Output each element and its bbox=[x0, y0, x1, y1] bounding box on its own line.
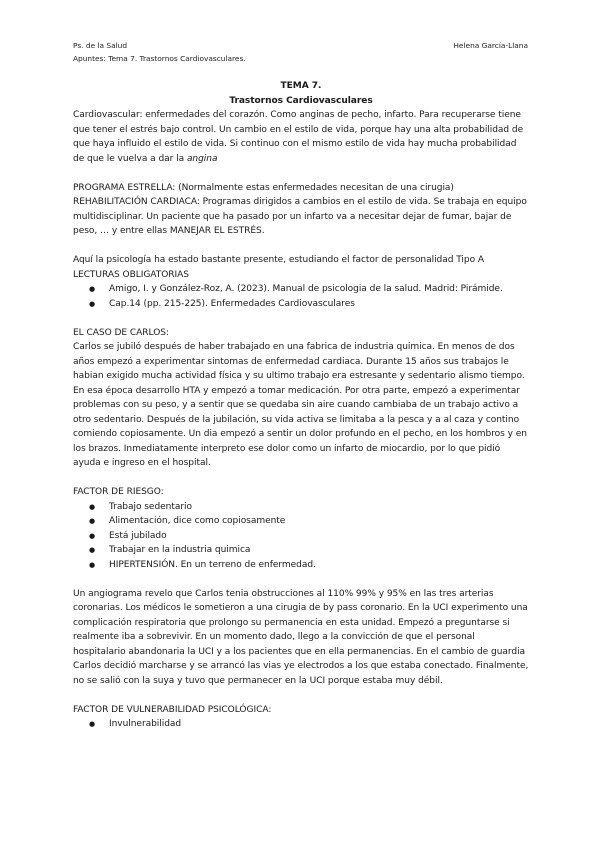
title-line-1: TEMA 7. bbox=[280, 81, 322, 91]
document-body bbox=[73, 79, 529, 732]
title-line-2: Trastornos Cardiovasculares bbox=[229, 95, 373, 106]
list-item: ● Invulnerabilidad bbox=[73, 717, 529, 732]
angiograma-paragraph: Un angiograma revelo que Carlos tenia obstrucciones al 110% 99% y 95% en las tres arterias coronarias. Los médicos le sometieron a una cirugia de by pass coronario. En la UCI experimento una complicación respiratoria que prolongo su permanencia en esta unidad. Empezó a preguntarse si realmente iba a sobrevivir. En un momento dado, llego a la convicción de que el personal hospitalario abandonaria la UCI y a los pacientes que en ella permanencias. En el cambio de guardia Carlos decidió marcharse y se arrancó las vias ye electrodos a los que estaba conectado. Finalmente, no se salió con la suya y tuvo que permanecer en la UCI porque estaba muy débil. bbox=[73, 588, 529, 686]
list-item: ● HIPERTENSIÓN. En un terreno de enfermedad. bbox=[73, 558, 529, 573]
list-item: ● Amigo, I. y González-Roz, A. (2023). Manual de psicologia de la salud. Madrid: Pirámide. bbox=[73, 282, 529, 297]
lecturas-heading: LECTURAS OBLIGATORIAS bbox=[73, 269, 189, 280]
list-item: ● Trabajo sedentario bbox=[73, 500, 529, 515]
list-item: ● Trabajar en la industria quimica bbox=[73, 543, 529, 558]
page-header-right bbox=[453, 39, 528, 52]
riesgo-list bbox=[73, 500, 529, 573]
list-item: ● Está jubilado bbox=[73, 529, 529, 544]
caso-heading: EL CASO DE CARLOS: bbox=[73, 327, 169, 338]
caso-paragraph: Carlos se jubiló después de haber trabajado en una fabrica de industria quimica. En menos de dos años empezó a experimentar sintomas de enfermedad cardiaca. Durante 15 años sus trabajos le habian exigido mucha actividad física y su ultimo trabajo era estresante y sedentario alismo tiempo. En esa época desarrollo HTA y empezó a tomar medicación. Por otra parte, empezó a experimentar problemas con su peso, y a sentir que se quedaba sin aire cuando cambiaba de un trabajo activo a otro sedentario. Después de la jubilación, su vida activa se limitaba a la pesca y a al caza y contino comiendo copiosamente. Un dia empezó a sentir un dolor profundo en el pecho, en los hombros y en los brazos. Inmediatamente interpreto ese dolor como un infarto de miocardio, por lo que pidió ayuda e ingreso en el hospital. bbox=[73, 342, 527, 468]
list-item: ● Alimentación, dice como copiosamente bbox=[73, 514, 529, 529]
vulnerabilidad-heading: FACTOR DE VULNERABILIDAD PSICOLÓGICA: bbox=[73, 704, 272, 715]
intro-italic-word: angina bbox=[186, 153, 218, 164]
riesgo-heading: FACTOR DE RIESGO: bbox=[73, 487, 164, 497]
programa-estrella: PROGRAMA ESTRELLA: (Normalmente estas enfermedades necesitan de una cirugia) bbox=[73, 182, 454, 193]
header-notes-title: Apuntes: Tema 7. Trastornos Cardiovasculares. bbox=[73, 54, 246, 63]
header-subject: Ps. de la Salud bbox=[73, 41, 128, 50]
intro-paragraph bbox=[73, 108, 529, 166]
list-item: ● Cap.14 (pp. 215-225). Enfermedades Cardiovasculares bbox=[73, 297, 529, 312]
header-author: Helena García-Llana bbox=[453, 41, 528, 50]
lecturas-list bbox=[73, 282, 529, 311]
vulnerabilidad-list bbox=[73, 717, 529, 732]
page-header-left bbox=[73, 39, 246, 65]
intro-text: Cardiovascular: enfermedades del corazón. Como anginas de pecho, infarto. Para recuperarse tiene que tener el estrés bajo control. Un cambio en el estilo de vida, porque hay una alta probabilidad de que haya influido el estilo de vida. Si continuo con el mismo estilo de vida hay mucha probabilidad de que le vuelva a dar la bbox=[73, 110, 524, 164]
rehabilitacion-cardiaca: REHABILITACIÓN CARDIACA: Programas dirigidos a cambios en el estilo de vida. Se trabaja en equipo multidisciplinar. Un paciente que ha pasado por un infarto va a necesitar dejar de fumar, bajar de peso, … y entre ellas MANEJAR EL ESTRÉS. bbox=[73, 197, 527, 236]
psicologia-paragraph: Aquí la psicología ha estado bastante presente, estudiando el factor de personalidad Tipo A bbox=[73, 255, 485, 265]
